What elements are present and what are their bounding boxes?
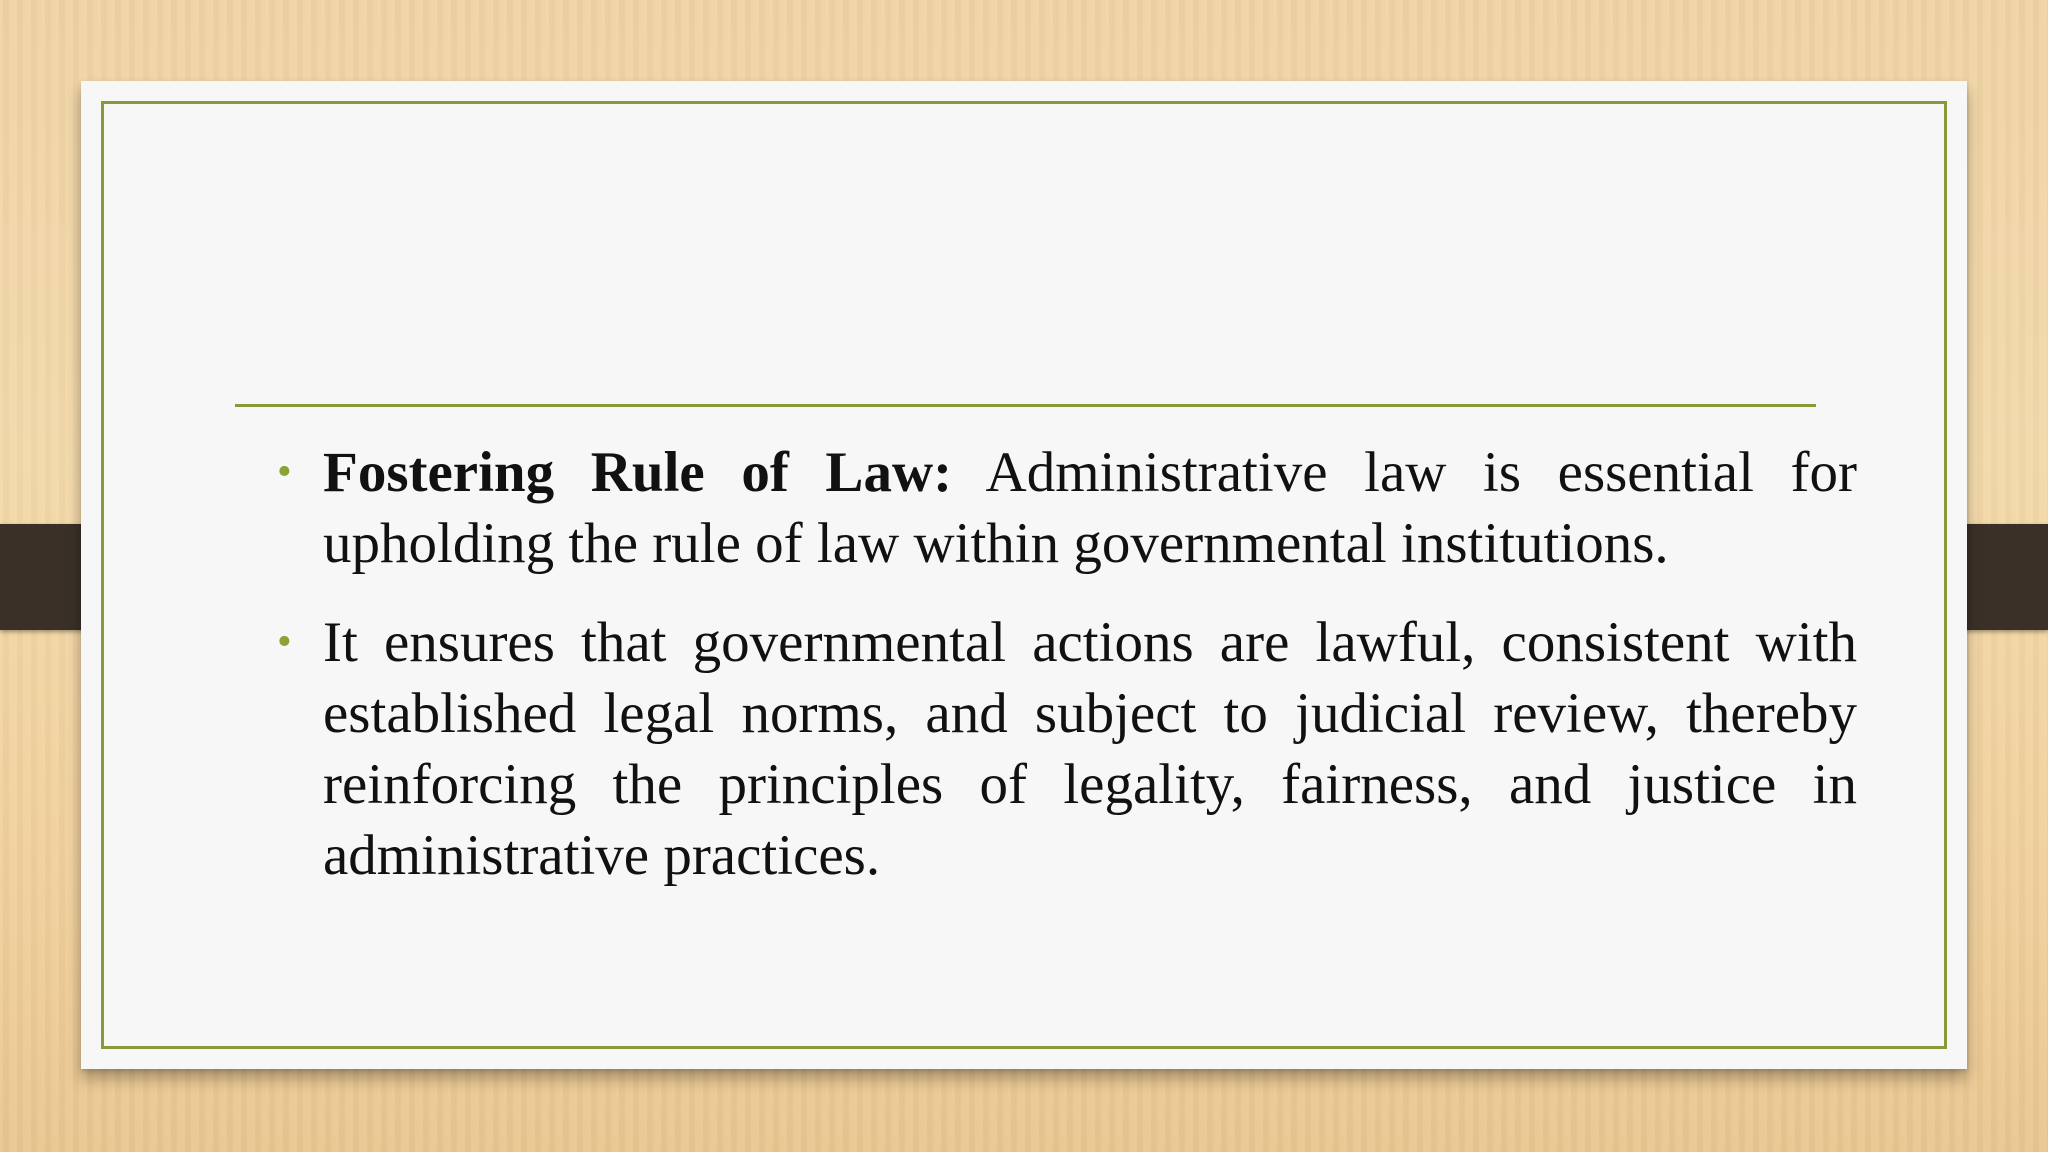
bullet-dot-icon: • bbox=[277, 619, 292, 665]
slide-card bbox=[81, 81, 1967, 1069]
bullet-dot-icon: • bbox=[277, 449, 292, 495]
bullet-body-text: Administrative law is essential for upholding the rule of law within governmental institutions. bbox=[323, 441, 1857, 575]
bullet-lead-text: Fostering Rule of Law: bbox=[323, 441, 953, 504]
title-divider-rule bbox=[235, 404, 1816, 407]
bullet-item-governmental-actions bbox=[277, 607, 1857, 891]
bullet-item-rule-of-law bbox=[277, 437, 1857, 579]
bullet-body-text: It ensures that governmental actions are lawful, consistent with established legal norms, and subject to judicial review, thereby reinforcing the principles of legality, fairness, and justice in administrative practices. bbox=[323, 611, 1857, 887]
bullet-list bbox=[277, 437, 1857, 919]
